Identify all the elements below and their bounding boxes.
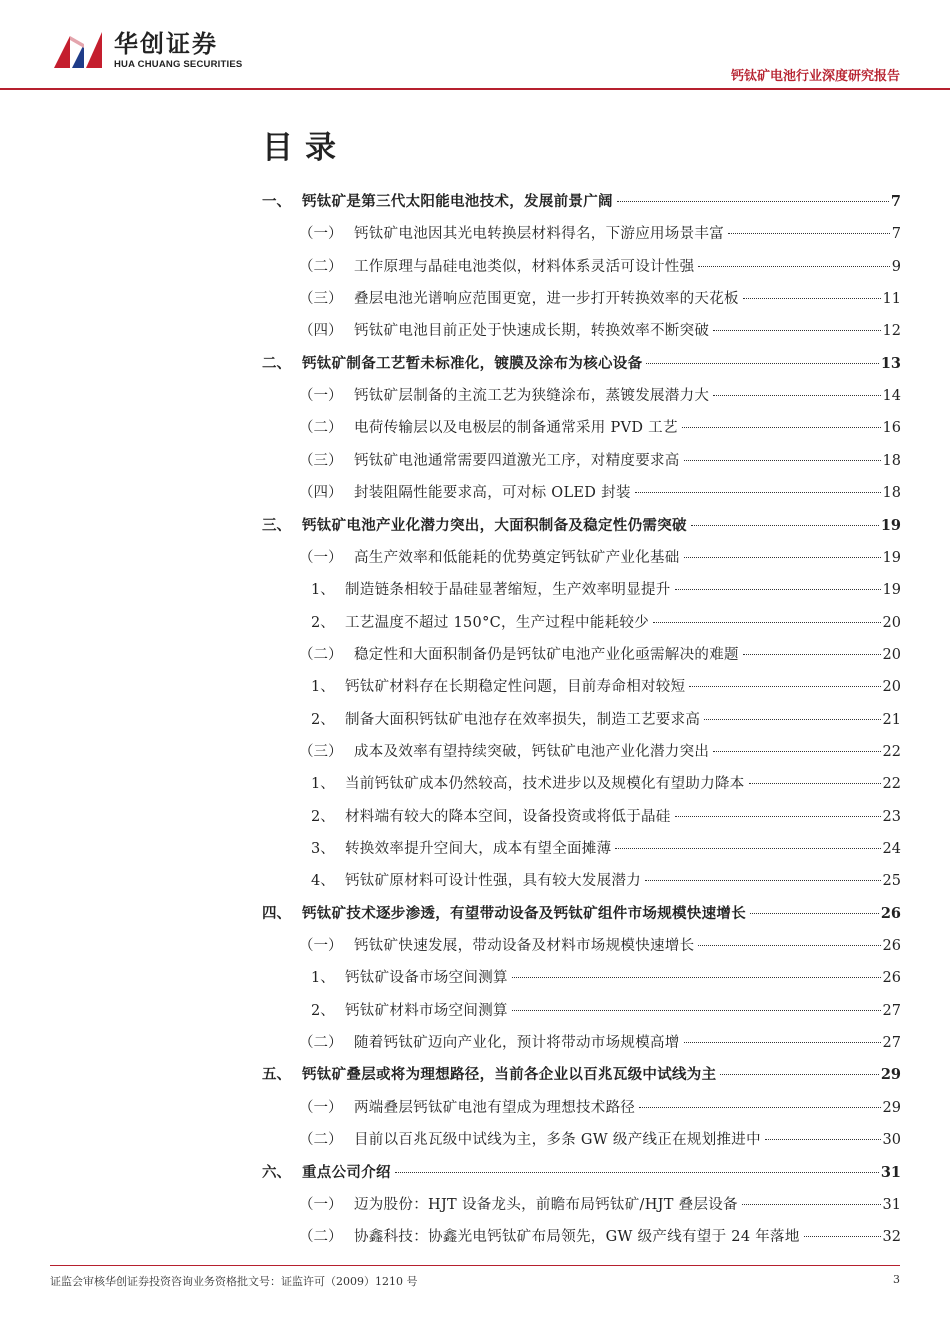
toc-entry-label: 钙钛矿是第三代太阳能电池技术，发展前景广阔 — [302, 193, 613, 210]
toc-entry-label: 随着钙钛矿迈向产业化，预计将带动市场规模高增 — [354, 1035, 680, 1052]
toc-entry-number: 三、 — [262, 516, 291, 534]
toc-entry-page: 31 — [882, 1196, 901, 1213]
toc-entry-number: 二、 — [262, 354, 291, 372]
toc-entry-level-2[interactable] — [299, 1031, 901, 1052]
toc-entry-label: 钙钛矿电池因其光电转换层材料得名，下游应用场景丰富 — [354, 226, 724, 243]
toc-entry-number: 4、 — [311, 873, 335, 890]
toc-dot-leader — [750, 913, 879, 914]
toc-entry-label: 钙钛矿电池通常需要四道激光工序，对精度要求高 — [354, 452, 680, 469]
toc-entry-number: （一） — [299, 938, 343, 955]
toc-entry-page: 18 — [882, 485, 901, 502]
toc-entry-number: （二） — [299, 258, 343, 275]
toc-entry-page: 19 — [880, 516, 901, 534]
toc-dot-leader — [742, 1204, 881, 1205]
logo-chinese-name: 华创证券 — [114, 29, 218, 58]
toc-entry-page: 26 — [880, 904, 901, 922]
toc-dot-leader — [684, 460, 881, 461]
toc-entry-label: 钙钛矿材料市场空间测算 — [345, 1002, 508, 1019]
toc-dot-leader — [713, 395, 880, 396]
toc-entry-label: 当前钙钛矿成本仍然较高，技术进步以及规模化有望助力降本 — [345, 776, 745, 793]
toc-entry-label: 制备大面积钙钛矿电池存在效率损失，制造工艺要求高 — [345, 711, 701, 728]
toc-entry-page: 7 — [890, 193, 901, 210]
toc-entry-page: 22 — [882, 776, 901, 793]
toc-dot-leader — [713, 330, 880, 331]
toc-dot-leader — [743, 654, 881, 655]
toc-entry-page: 20 — [882, 614, 901, 631]
toc-entry-number: 1、 — [311, 582, 335, 599]
toc-entry-page: 22 — [882, 743, 901, 760]
toc-entry-page: 25 — [882, 873, 901, 890]
toc-dot-leader — [684, 1042, 881, 1043]
toc-entry-level-3[interactable] — [311, 578, 901, 599]
toc-dot-leader — [512, 977, 881, 978]
toc-dot-leader — [691, 525, 879, 526]
toc-entry-level-3[interactable] — [311, 869, 901, 890]
toc-entry-level-2[interactable] — [299, 384, 901, 405]
toc-entry-label: 制造链条相较于晶硅显著缩短，生产效率明显提升 — [345, 582, 671, 599]
toc-dot-leader — [698, 266, 889, 267]
toc-entry-number: 一、 — [262, 193, 291, 210]
toc-entry-label: 目前以百兆瓦级中试线为主，多条 GW 级产线正在规划推进中 — [354, 1132, 761, 1149]
toc-dot-leader — [617, 201, 889, 202]
toc-dot-leader — [646, 363, 878, 364]
logo-english-name: HUA CHUANG SECURITIES — [114, 58, 243, 70]
toc-entry-number: （二） — [299, 1035, 343, 1052]
toc-dot-leader — [720, 1074, 878, 1075]
toc-entry-label: 协鑫科技：协鑫光电钙钛矿布局领先，GW 级产线有望于 24 年落地 — [354, 1229, 800, 1246]
toc-entry-level-3[interactable] — [311, 611, 901, 632]
toc-entry-page: 27 — [882, 1002, 901, 1019]
toc-entry-level-2[interactable] — [299, 222, 901, 243]
toc-entry-label: 稳定性和大面积制备仍是钙钛矿电池产业化亟需解决的难题 — [354, 646, 739, 663]
toc-entry-number: 2、 — [311, 614, 335, 631]
toc-entry-number: 2、 — [311, 711, 335, 728]
toc-dot-leader — [675, 589, 881, 590]
toc-dot-leader — [675, 816, 881, 817]
toc-entry-level-3[interactable] — [311, 675, 901, 696]
toc-entry-level-1[interactable] — [262, 352, 901, 373]
toc-entry-label: 钙钛矿快速发展，带动设备及材料市场规模快速增长 — [354, 938, 695, 955]
toc-entry-number: （一） — [299, 1099, 343, 1116]
toc-entry-number: （一） — [299, 226, 343, 243]
toc-entry-level-2[interactable] — [299, 546, 901, 567]
toc-entry-label: 电荷传输层以及电极层的制备通常采用 PVD 工艺 — [354, 420, 678, 437]
toc-entry-label: 钙钛矿叠层或将为理想路径，当前各企业以百兆瓦级中试线为主 — [302, 1066, 717, 1084]
toc-entry-level-2[interactable] — [299, 643, 901, 664]
toc-dot-leader — [512, 1010, 881, 1011]
toc-entry-page: 31 — [880, 1163, 901, 1181]
toc-entry-page: 26 — [882, 938, 901, 955]
toc-dot-leader — [749, 783, 881, 784]
toc-dot-leader — [653, 622, 881, 623]
toc-entry-page: 9 — [891, 258, 901, 275]
footer-disclaimer: 证监会审核华创证券投资咨询业务资格批文号：证监许可（2009）1210 号 — [50, 1275, 418, 1288]
toc-entry-label: 钙钛矿技术逐步渗透，有望带动设备及钙钛矿组件市场规模快速增长 — [302, 904, 746, 922]
toc-entry-number: （一） — [299, 549, 343, 566]
toc-dot-leader — [689, 686, 880, 687]
toc-entry-level-1[interactable] — [262, 902, 901, 923]
footer-divider — [50, 1265, 900, 1266]
toc-entry-page: 7 — [891, 226, 901, 243]
toc-dot-leader — [713, 751, 880, 752]
toc-entry-level-1[interactable] — [262, 514, 901, 535]
toc-entry-number: （四） — [299, 485, 343, 502]
toc-entry-page: 21 — [882, 711, 901, 728]
toc-entry-level-2[interactable] — [299, 449, 901, 470]
toc-entry-label: 两端叠层钙钛矿电池有望成为理想技术路径 — [354, 1099, 636, 1116]
toc-entry-level-2[interactable] — [299, 1193, 901, 1214]
toc-entry-level-2[interactable] — [299, 255, 901, 276]
toc-entry-page: 23 — [882, 808, 901, 825]
toc-entry-number: （三） — [299, 291, 343, 308]
toc-dot-leader — [743, 298, 881, 299]
toc-entry-level-2[interactable] — [299, 1225, 901, 1246]
toc-dot-leader — [615, 848, 880, 849]
toc-entry-page: 20 — [882, 679, 901, 696]
toc-entry-label: 重点公司介绍 — [302, 1163, 391, 1181]
toc-entry-page: 14 — [882, 388, 901, 405]
toc-entry-label: 转换效率提升空间大，成本有望全面摊薄 — [345, 841, 612, 857]
toc-entry-label: 工作原理与晶硅电池类似，材料体系灵活可设计性强 — [354, 258, 695, 275]
toc-entry-number: （二） — [299, 1132, 343, 1149]
toc-entry-page: 26 — [882, 970, 901, 987]
toc-entry-level-3[interactable] — [311, 805, 901, 826]
toc-entry-number: 1、 — [311, 970, 335, 987]
toc-dot-leader — [395, 1172, 879, 1173]
toc-entry-number: 1、 — [311, 679, 335, 696]
toc-entry-label: 工艺温度不超过 150°C，生产过程中能耗较少 — [345, 614, 650, 631]
toc-entry-number: 3、 — [311, 841, 335, 857]
toc-entry-level-2[interactable] — [299, 416, 901, 437]
toc-entry-number: （三） — [299, 452, 343, 469]
logo-mark-icon — [50, 28, 106, 72]
toc-entry-level-3[interactable] — [311, 966, 901, 987]
toc-entry-page: 12 — [882, 323, 901, 340]
page-number: 3 — [893, 1273, 900, 1286]
report-title: 钙钛矿电池行业深度研究报告 — [730, 69, 900, 84]
toc-entry-level-2[interactable] — [299, 287, 901, 308]
toc-entry-page: 19 — [882, 582, 901, 599]
toc-entry-level-1[interactable] — [262, 1161, 901, 1182]
toc-entry-level-3[interactable] — [311, 772, 901, 793]
toc-entry-label: 钙钛矿原材料可设计性强，具有较大发展潜力 — [345, 873, 641, 890]
toc-entry-level-1[interactable] — [262, 1063, 901, 1084]
toc-entry-page: 27 — [882, 1035, 901, 1052]
toc-entry-label: 高生产效率和低能耗的优势奠定钙钛矿产业化基础 — [354, 549, 680, 566]
toc-entry-level-2[interactable] — [299, 1128, 901, 1149]
toc-entry-label: 钙钛矿层制备的主流工艺为狭缝涂布，蒸镀发展潜力大 — [354, 388, 710, 405]
toc-entry-page: 20 — [882, 646, 901, 663]
toc-entry-level-2[interactable] — [299, 934, 901, 955]
toc-entry-page: 24 — [882, 841, 901, 857]
toc-entry-page: 11 — [882, 291, 901, 308]
toc-entry-label: 迈为股份：HJT 设备龙头，前瞻布局钙钛矿/HJT 叠层设备 — [354, 1196, 738, 1213]
toc-entry-page: 29 — [882, 1099, 901, 1116]
toc-entry-number: （二） — [299, 420, 343, 437]
toc-entry-number: （一） — [299, 1196, 343, 1213]
toc-entry-label: 钙钛矿设备市场空间测算 — [345, 970, 508, 987]
toc-dot-leader — [728, 233, 890, 234]
toc-entry-label: 叠层电池光谱响应范围更宽，进一步打开转换效率的天花板 — [354, 291, 739, 308]
toc-entry-label: 钙钛矿材料存在长期稳定性问题，目前寿命相对较短 — [345, 679, 686, 696]
toc-entry-number: 2、 — [311, 1002, 335, 1019]
toc-entry-number: 2、 — [311, 808, 335, 825]
toc-dot-leader — [704, 719, 880, 720]
toc-entry-number: （三） — [299, 743, 343, 760]
toc-entry-level-1[interactable] — [262, 190, 901, 211]
toc-entry-number: （二） — [299, 646, 343, 663]
toc-entry-number: 四、 — [262, 904, 291, 922]
toc-entry-number: 六、 — [262, 1163, 291, 1181]
toc-entry-number: （二） — [299, 1229, 343, 1246]
toc-entry-page: 30 — [882, 1132, 901, 1149]
toc-heading: 目录 — [262, 130, 348, 166]
toc-dot-leader — [645, 880, 881, 881]
toc-entry-label: 钙钛矿制备工艺暂未标准化，镀膜及涂布为核心设备 — [302, 354, 643, 372]
page-header — [0, 0, 950, 92]
toc-entry-page: 32 — [882, 1229, 901, 1246]
toc-dot-leader — [639, 1107, 880, 1108]
toc-entry-number: 1、 — [311, 776, 335, 793]
toc-entry-page: 19 — [882, 549, 901, 566]
toc-entry-number: 五、 — [262, 1066, 291, 1084]
toc-entry-number: （一） — [299, 388, 343, 405]
toc-entry-level-2[interactable] — [299, 1096, 901, 1117]
toc-dot-leader — [698, 945, 880, 946]
toc-entry-page: 13 — [880, 354, 901, 372]
toc-entry-page: 18 — [882, 452, 901, 469]
toc-entry-label: 钙钛矿电池产业化潜力突出，大面积制备及稳定性仍需突破 — [302, 516, 687, 534]
toc-dot-leader — [804, 1236, 881, 1237]
toc-entry-label: 材料端有较大的降本空间，设备投资或将低于晶硅 — [345, 808, 671, 825]
toc-entry-level-3[interactable] — [311, 837, 901, 858]
toc-entry-number: （四） — [299, 323, 343, 340]
toc-entry-page: 16 — [882, 420, 901, 437]
toc-dot-leader — [682, 427, 881, 428]
toc-entry-level-2[interactable] — [299, 740, 901, 761]
toc-entry-label: 钙钛矿电池目前正处于快速成长期，转换效率不断突破 — [354, 323, 710, 340]
toc-entry-level-2[interactable] — [299, 481, 901, 502]
toc-dot-leader — [765, 1139, 881, 1140]
toc-entry-level-3[interactable] — [311, 708, 901, 729]
toc-entry-page: 29 — [880, 1066, 901, 1084]
company-logo — [50, 28, 242, 72]
toc-dot-leader — [635, 492, 881, 493]
toc-entry-level-2[interactable] — [299, 319, 901, 340]
toc-entry-label: 封装阻隔性能要求高，可对标 OLED 封装 — [354, 485, 631, 502]
header-divider — [0, 88, 950, 90]
toc-entry-label: 成本及效率有望持续突破，钙钛矿电池产业化潜力突出 — [354, 743, 710, 760]
toc-dot-leader — [684, 557, 881, 558]
toc-entry-level-3[interactable] — [311, 999, 901, 1020]
